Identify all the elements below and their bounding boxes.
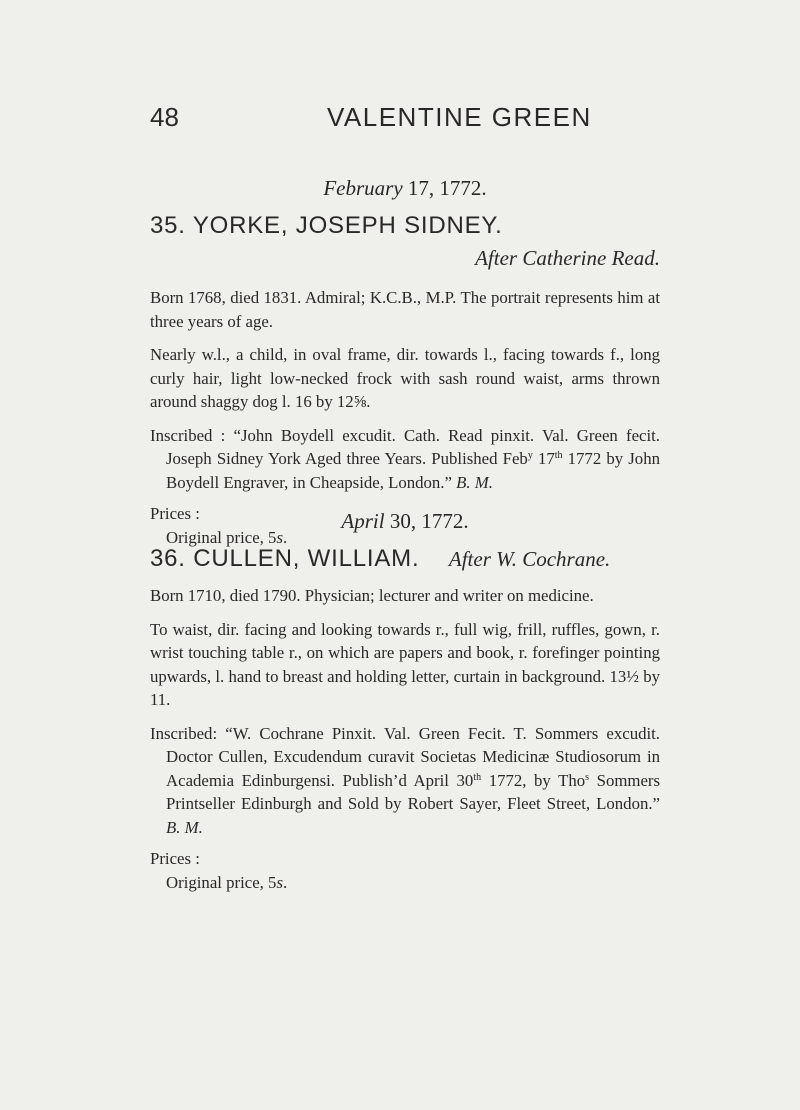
biography: Born 1768, died 1831. Admiral; K.C.B., M.P. The portrait represents him at three years of age. (150, 288, 660, 331)
prices-label: Prices : (150, 849, 200, 868)
entry-35 (150, 175, 660, 549)
after-artist: After Catherine Read. (475, 246, 660, 270)
prices-label: Prices : (150, 504, 200, 523)
entry-date: February 17, 1772. (323, 176, 487, 200)
entry-number: 35. (150, 212, 186, 239)
entry-number: 36. (150, 545, 186, 572)
entry-heading (150, 544, 660, 574)
sitter-name: YORKE, JOSEPH SIDNEY. (192, 212, 503, 239)
inscription: Inscribed: “W. Cochrane Pinxit. Val. Green Fecit. T. Sommers excudit. Doctor Cullen, Excudendum curavit Societas Medicinæ Studiosorum in Academia Edinburgensi. Publish’d April 30th 1772, by Tho$^s$ Sommers Printseller Edinburgh and Sold by Robert Sayer, Fleet Street, London.” B. M. (150, 723, 661, 837)
sitter-name: CULLEN, WILLIAM. (193, 545, 420, 572)
original-price: Original price, 5s. (166, 872, 288, 892)
description: To waist, dir. facing and looking towards r., full wig, frill, ruffles, gown, r. wrist touching table r., on which are papers and book, r. forefinger pointing upwards, l. hand to breast and holding letter, curtain in background. 13½ by 11. (150, 619, 660, 709)
after-artist: After W. Cochrane. (448, 547, 611, 571)
biography: Born 1710, died 1790. Physician; lecturer and writer on medicine. (150, 586, 594, 605)
entry-date: April 30, 1772. (341, 509, 469, 533)
entry-heading (150, 211, 660, 241)
page-number: 48 (150, 102, 179, 132)
running-head (0, 102, 800, 142)
collection-mark: B. M. (456, 472, 493, 492)
book-title: VALENTINE GREEN (327, 102, 592, 132)
inscription: Inscribed : “John Boydell excudit. Cath. Read pinxit. Val. Green fecit. Joseph Sidney York Aged three Years. Published Feb$^y$ 17th 1772 by John Boydell Engraver, in Cheapside, London.” B. M. (150, 425, 660, 492)
collection-mark: B. M. (166, 817, 203, 837)
original-price: Original price, 5s. (166, 527, 288, 547)
entry-36 (150, 508, 660, 894)
description: Nearly w.l., a child, in oval frame, dir. towards l., facing towards f., long curly hair, light low-necked frock with sash round waist, arms thrown around shaggy dog l. 16 by 12⅝. (150, 345, 660, 411)
